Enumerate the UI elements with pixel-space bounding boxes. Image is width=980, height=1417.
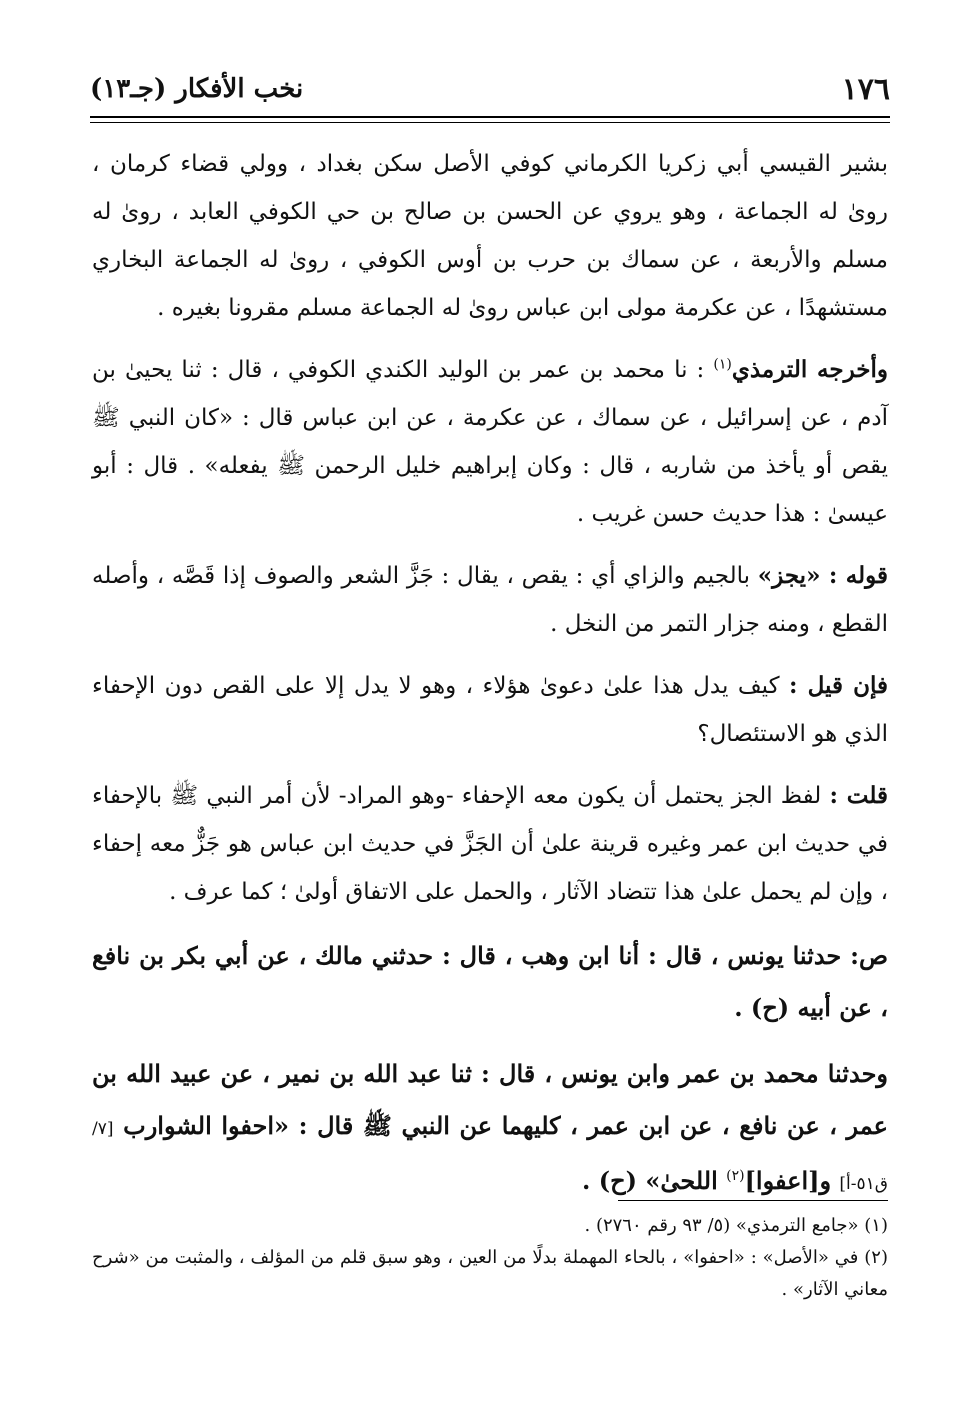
hadith-chain-2 xyxy=(92,1048,888,1210)
paragraph-lead: وأخرجه الترمذي xyxy=(731,356,888,383)
paragraph-lead: قلت : xyxy=(829,782,888,809)
paragraph-text: بالجيم والزاي أي : يقص ، يقال : جَزَّ الشعر والصوف إذا قَصَّه ، وأصله القطع ، ومنه جزار التمر من النخل . xyxy=(92,563,888,637)
footnotes xyxy=(92,1210,888,1306)
paragraph-text: بشير القيسي أبي زكريا الكرماني كوفي الأصل سكن بغداد ، وولي قضاء كرمان ، روىٰ له الجماعة ، وهو يروي عن الحسن بن صالح بن حي الكوفي العابد ، روىٰ له مسلم والأربعة ، عن سماك بن حرب بن أوس الكوفي ، روىٰ له الجماعة البخاري مستشهدًا ، عن عكرمة مولى ابن عباس روىٰ له الجماعة مسلم مقرونا بغيره . xyxy=(92,151,888,321)
footnote-ref: (٢) xyxy=(726,1168,745,1184)
hadith-text: ص: حدثنا يونس ، قال : أنا ابن وهب ، قال : حدثني مالك ، عن أبي بكر بن نافع ، عن أبيه (ح) . xyxy=(92,941,888,1022)
header-rule-thin xyxy=(90,122,890,123)
manuscript-reference: [٧/ ق٥١-أ] xyxy=(92,1119,888,1194)
main-text xyxy=(92,140,888,1224)
footnote-ref: (١) xyxy=(713,356,732,373)
footnote-2: (٢) في «الأصل» : «احفوا» ، بالحاء المهملة بدلًا من العين ، وهو سبق قلم من المؤلف ، والمثبت من «شرح معاني الآثار» . xyxy=(92,1247,888,1300)
footnote-rule xyxy=(618,1200,888,1201)
paragraph-objection xyxy=(92,662,888,758)
paragraph-reply xyxy=(92,772,888,916)
hadith-text: وحدثنا محمد بن عمر وابن يونس ، قال : ثنا عبد الله بن نمير ، عن عبيد الله بن عمر ، عن نافع ، عن ابن عمر ، كليهما عن النبي ﷺ قال : «احفوا الشوارب xyxy=(92,1059,888,1140)
header-rule xyxy=(90,116,890,118)
hadith-text: اللحىٰ» (ح) . xyxy=(582,1166,727,1195)
hadith-text: و[اعفوا] xyxy=(744,1166,840,1195)
paragraph-text: لفظ الجز يحتمل أن يكون معه الإحفاء -وهو المراد- لأن أمر النبي ﷺ بالإحفاء في حديث ابن عمر وغيره قرينة علىٰ أن الجَزَّ في حديث ابن عباس هو جَزٌّ معه إحفاء ، وإن لم يحمل علىٰ هذا تتضاد الآثار ، والحمل على الاتفاق أولىٰ ؛ كما عرف . xyxy=(92,783,888,905)
paragraph-lead: قوله : «يجز» xyxy=(757,562,888,589)
paragraph-narrators xyxy=(92,140,888,332)
paragraph-yajuz xyxy=(92,552,888,648)
footnote-1: (١) «جامع الترمذي» (٥/ ٩٣ رقم ٢٧٦٠) . xyxy=(584,1215,888,1236)
paragraph-text: كيف يدل هذا علىٰ دعوىٰ هؤلاء ، وهو لا يدل إلا على القص دون الإحفاء الذي هو الاستئصال؟ xyxy=(92,673,888,747)
paragraph-text: : نا محمد بن عمر بن الوليد الكندي الكوفي ، قال : ثنا يحيىٰ بن آدم ، عن إسرائيل ، عن سماك ، عن عكرمة ، عن ابن عباس قال : «كان النبي ﷺ يقص أو يأخذ من شاربه ، قال : وكان إبراهيم خليل الرحمن ﷺ يفعله» . قال : أبو عيسىٰ : هذا حديث حسن غريب . xyxy=(92,357,888,527)
page-number: ١٧٦ xyxy=(841,71,890,107)
page-header xyxy=(90,64,890,114)
paragraph-lead: فإن قيل : xyxy=(788,672,888,699)
running-title: نخب الأفكار (جـ١٣) xyxy=(90,74,304,104)
hadith-chain-1 xyxy=(92,930,888,1034)
paragraph-tirmidhi xyxy=(92,346,888,538)
